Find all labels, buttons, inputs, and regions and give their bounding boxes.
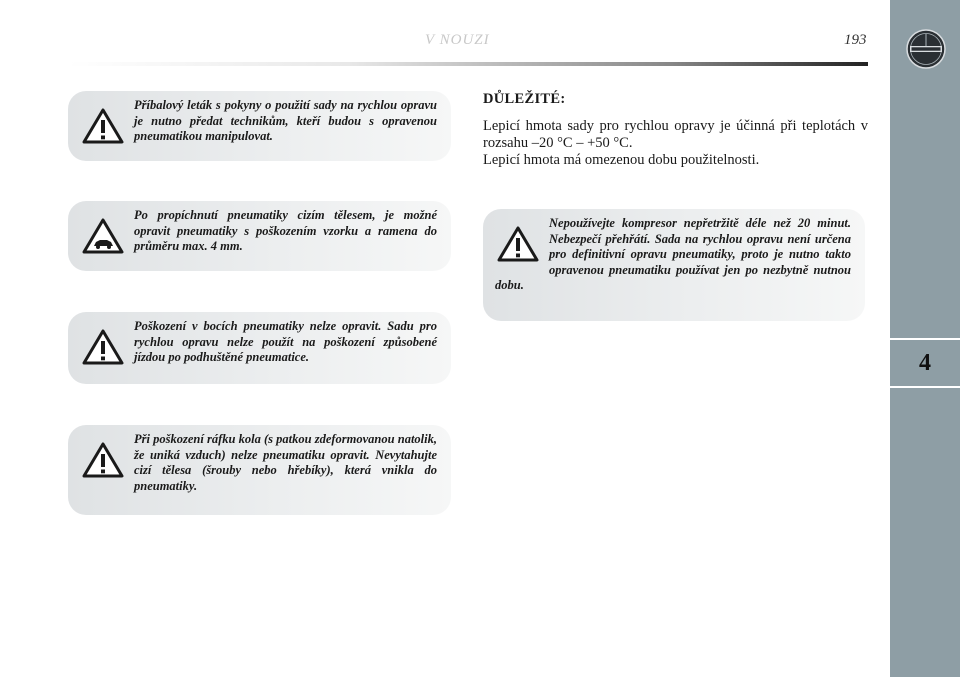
warning-box-rim: [68, 425, 451, 515]
important-line: Lepicí hmota má omezenou dobu použitelnosti.: [483, 152, 760, 168]
warning-box-leaflet: [68, 91, 451, 161]
chapter-number: 4: [919, 349, 931, 376]
warning-triangle-car-icon: [82, 218, 124, 254]
lancia-logo-icon: [905, 28, 947, 70]
warning-text: Příbalový leták s pokyny o použití sady na rychlou opravu je nutno předat technikům, kteří budou s opravenou pneumatikou manipulovat.: [134, 98, 437, 143]
important-heading: DŮLEŽITÉ:: [483, 91, 566, 107]
warning-text: Při poškození ráfku kola (s patkou zdeformovanou natolik, že uniká vzduch) nelze pneumatiku opravit. Nevytahujte cizí tělesa (šrouby nebo hřebíky), která vnikla do pneumatiky.: [134, 432, 437, 493]
section-title: V NOUZI: [425, 32, 490, 48]
warning-triangle-icon: [82, 108, 124, 144]
warning-box-puncture: [68, 201, 451, 271]
warning-triangle-icon: [497, 226, 539, 262]
warning-box-compressor: [483, 209, 865, 321]
important-text: [483, 118, 868, 169]
header-rule: [68, 62, 868, 66]
tab-divider-bottom: [890, 386, 960, 388]
warning-triangle-icon: [82, 329, 124, 365]
important-line: Lepicí hmota sady pro rychlou opravy je účinná při teplotách v rozsahu –20 °C – +50 °C.: [483, 118, 868, 151]
warning-text: Poškození v bocích pneumatiky nelze opravit. Sadu pro rychlou opravu nelze použít na poškození způsobené jízdou po podhuštěné pneumatice.: [134, 319, 437, 364]
warning-box-sidewall: [68, 312, 451, 384]
page-number: 193: [844, 32, 867, 48]
warning-text: Po propíchnutí pneumatiky cizím tělesem, je možné opravit pneumatiky s poškozením vzorku a ramena do průměru max. 4 mm.: [134, 208, 437, 253]
warning-triangle-icon: [82, 442, 124, 478]
warning-text: Nepoužívejte kompresor nepřetržitě déle než 20 minut. Nebezpečí přehřátí. Sada na rychlou opravu není určena pro definitivní opravu pneumatiky, proto je nutno takto opravenou pneumatiku používat jen po nezbytně nutnou dobu.: [495, 216, 851, 292]
